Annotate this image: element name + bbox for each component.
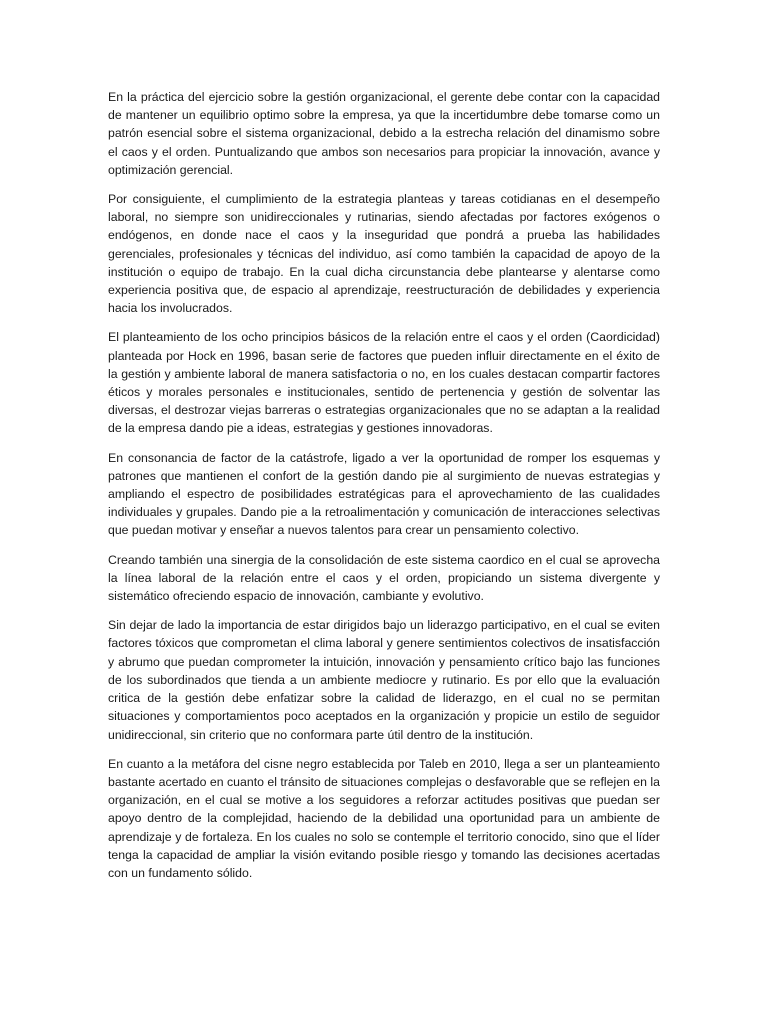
paragraph-3: El planteamiento de los ocho principios básicos de la relación entre el caos y el orden (Caordicidad) planteada por Hock en 1996, basan serie de factores que pueden influir directamente en el éxito de la gestión y ambiente laboral de manera satisfactoria o no, en los cuales destacan compartir factores éticos y morales personales e institucionales, sentido de pertenencia y gestión de solventar las diversas, el destrozar viejas barreras o estrategias organizacionales que no se adaptan a la realidad de la empresa dando pie a ideas, estrategias y gestiones innovadoras. — [108, 330, 660, 436]
paragraph-1: En la práctica del ejercicio sobre la gestión organizacional, el gerente debe contar con la capacidad de mantener un equilibrio optimo sobre la empresa, ya que la incertidumbre debe tomarse como un patrón esencial sobre el sistema organizacional, debido a la estrecha relación del dinamismo sobre el caos y el orden. Puntualizando que ambos son necesarios para propiciar la innovación, avance y optimización gerencial. — [108, 90, 660, 177]
paragraph-5: Creando también una sinergia de la consolidación de este sistema caordico en el cual se aprovecha la línea laboral de la relación entre el caos y el orden, propiciando un sistema divergente y sistemático ofreciendo espacio de innovación, cambiante y evolutivo. — [108, 552, 660, 604]
paragraph-2: Por consiguiente, el cumplimiento de la estrategia planteas y tareas cotidianas en el desempeño laboral, no siempre son unidireccionales y rutinarias, siendo afectadas por factores exógenos o endógenos, en donde nace el caos y la inseguridad que pondrá a prueba las habilidades gerenciales, profesionales y técnicas del individuo, así como también la capacidad de apoyo de la institución o equipo de trabajo. En la cual dicha circunstancia debe plantearse y alentarse como experiencia positiva que, de espacio al aprendizaje, reestructuración de debilidades y experiencia hacia los involucrados. — [108, 192, 660, 316]
document-page — [108, 88, 660, 893]
paragraph-6: Sin dejar de lado la importancia de estar dirigidos bajo un liderazgo participativo, en el cual se eviten factores tóxicos que comprometan el clima laboral y genere sentimientos colectivos de insatisfacción y abrumo que puedan comprometer la intuición, innovación y pensamiento crítico bajo las funciones de los subordinados que tienda a un ambiente mediocre y rutinario. Es por ello que la evaluación critica de la gestión debe enfatizar sobre la calidad de liderazgo, en el cual no se permitan situaciones y comportamientos poco aceptados en la organización y propicie un estilo de seguidor unidireccional, sin criterio que no conformara parte útil dentro de la institución. — [108, 618, 660, 742]
paragraph-4: En consonancia de factor de la catástrofe, ligado a ver la oportunidad de romper los esquemas y patrones que mantienen el confort de la gestión dando pie al surgimiento de nuevas estrategias y ampliando el espectro de posibilidades estratégicas para el aprovechamiento de las cualidades individuales y grupales. Dando pie a la retroalimentación y comunicación de interacciones selectivas que puedan motivar y enseñar a nuevos talentos para crear un pensamiento colectivo. — [108, 450, 660, 538]
paragraph-7: En cuanto a la metáfora del cisne negro establecida por Taleb en 2010, llega a ser un planteamiento bastante acertado en cuanto el tránsito de situaciones complejas o desfavorable que se reflejen en la organización, en el cual se motive a los seguidores a reforzar actitudes positivas que puedan ser apoyo dentro de la complejidad, haciendo de la debilidad una oportunidad para un ambiente de aprendizaje y de fortaleza. En los cuales no solo se contemple el territorio conocido, sino que el líder tenga la capacidad de ampliar la visión evitando posible riesgo y tomando las decisiones acertadas con un fundamento sólido. — [108, 756, 660, 880]
